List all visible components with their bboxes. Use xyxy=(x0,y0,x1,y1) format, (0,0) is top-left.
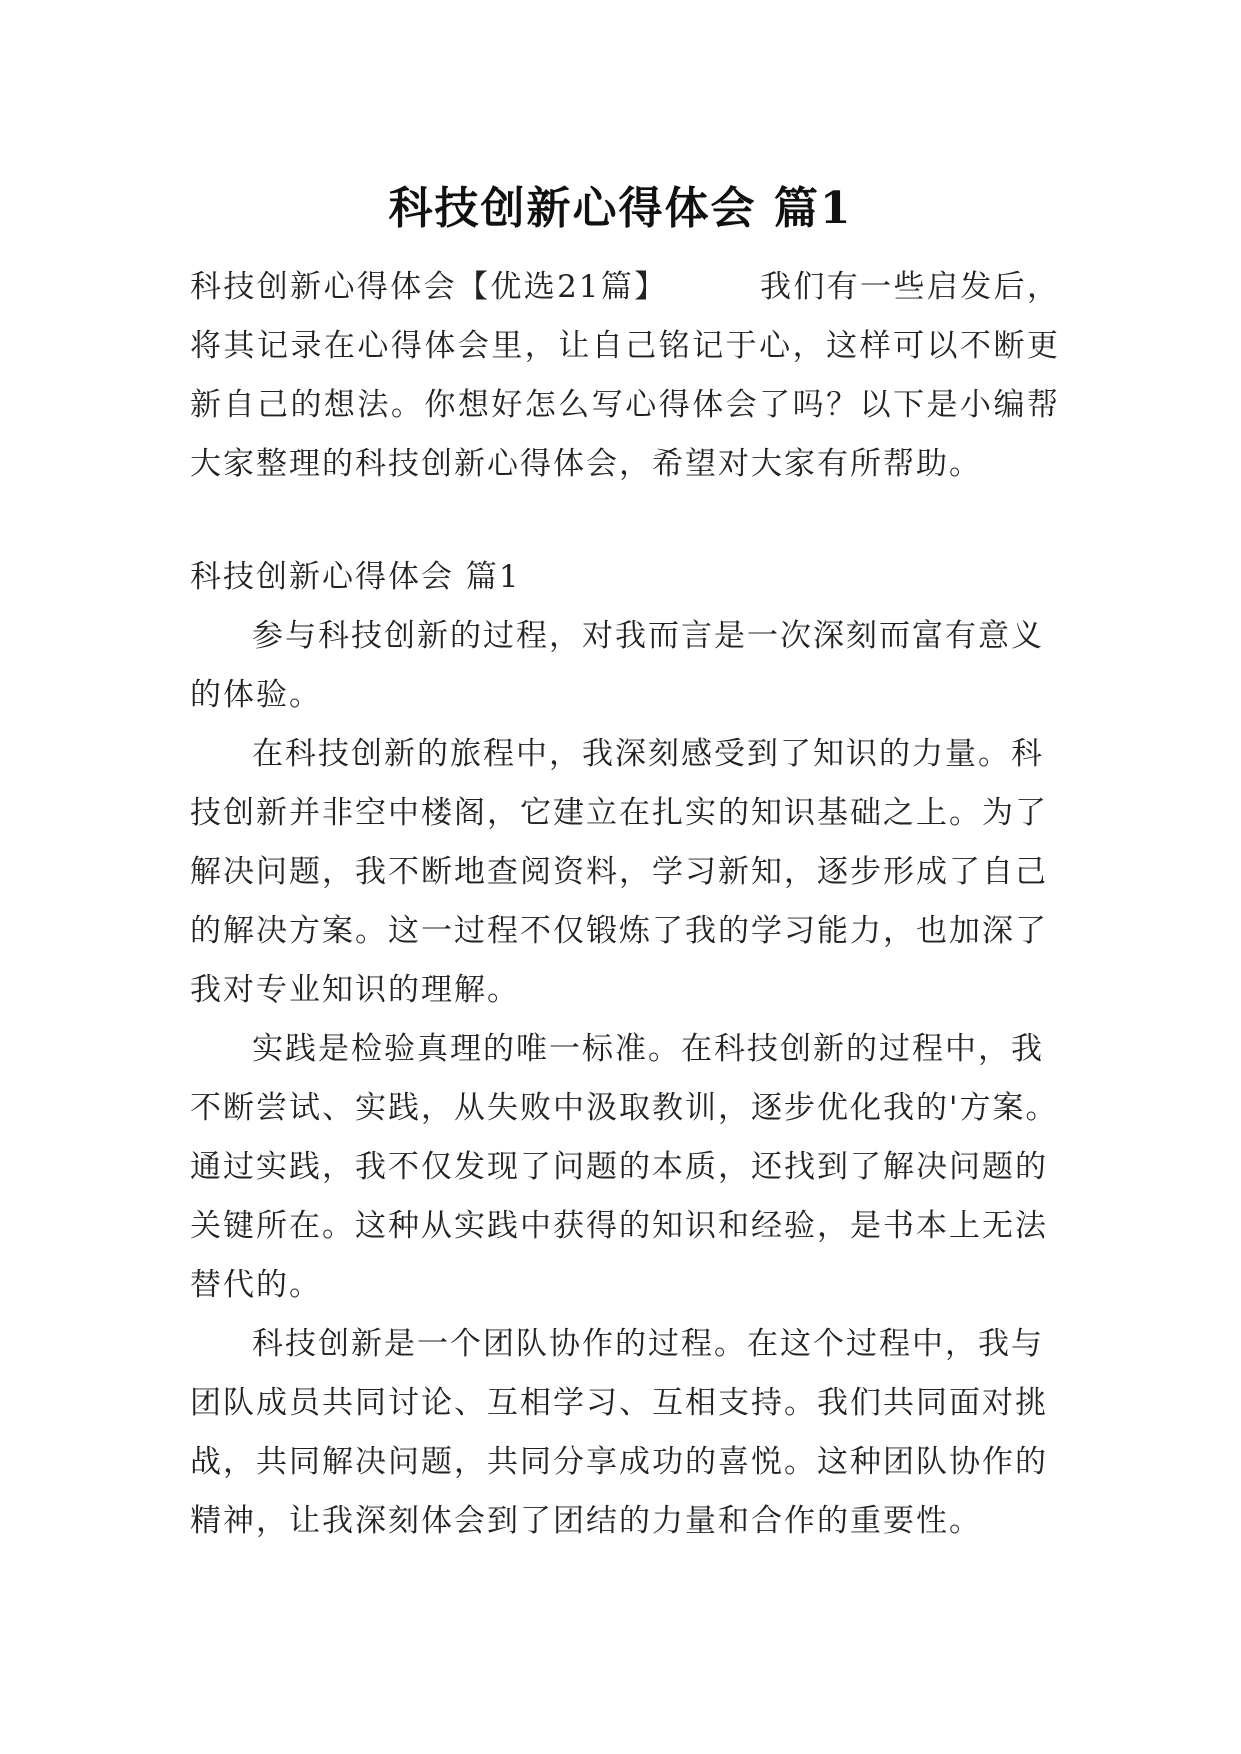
body-paragraph-4: 科技创新是一个团队协作的过程。在这个过程中，我与团队成员共同讨论、互相学习、互相支持。我们共同面对挑战，共同解决问题，共同分享成功的喜悦。这种团队协作的精神，让我深刻体会到了团结的力量和合作的重要性。 xyxy=(190,1326,1048,1539)
intro-lead: 科技创新心得体会【优选21篇】 xyxy=(190,269,668,305)
section-gap xyxy=(190,494,1060,548)
body-paragraph-1: 参与科技创新的过程，对我而言是一次深刻而富有意义的体验。 xyxy=(190,618,1044,713)
document-body xyxy=(190,258,1060,1551)
body-paragraph-3: 实践是检验真理的唯一标准。在科技创新的过程中，我不断尝试、实践，从失败中汲取教训，逐步优化我的'方案。通过实践，我不仅发现了问题的本质，还找到了解决问题的关键所在。这种从实践中获得的知识和经验，是书本上无法替代的。 xyxy=(190,1031,1059,1303)
intro-paragraph xyxy=(190,258,1060,494)
body-paragraph-2: 在科技创新的旅程中，我深刻感受到了知识的力量。科技创新并非空中楼阁，它建立在扎实的知识基础之上。为了解决问题，我不断地查阅资料，学习新知，逐步形成了自己的解决方案。这一过程不仅锻炼了我的学习能力，也加深了我对专业知识的理解。 xyxy=(190,736,1048,1008)
section-heading: 科技创新心得体会 篇1 xyxy=(190,559,521,595)
intro-text: 我们有一些启发后，将其记录在心得体会里，让自己铭记于心，这样可以不断更新自己的想法。你想好怎么写心得体会了吗？以下是小编帮大家整理的科技创新心得体会，希望对大家有所帮助。 xyxy=(190,269,1060,482)
document-title: 科技创新心得体会 篇1 xyxy=(388,183,853,235)
